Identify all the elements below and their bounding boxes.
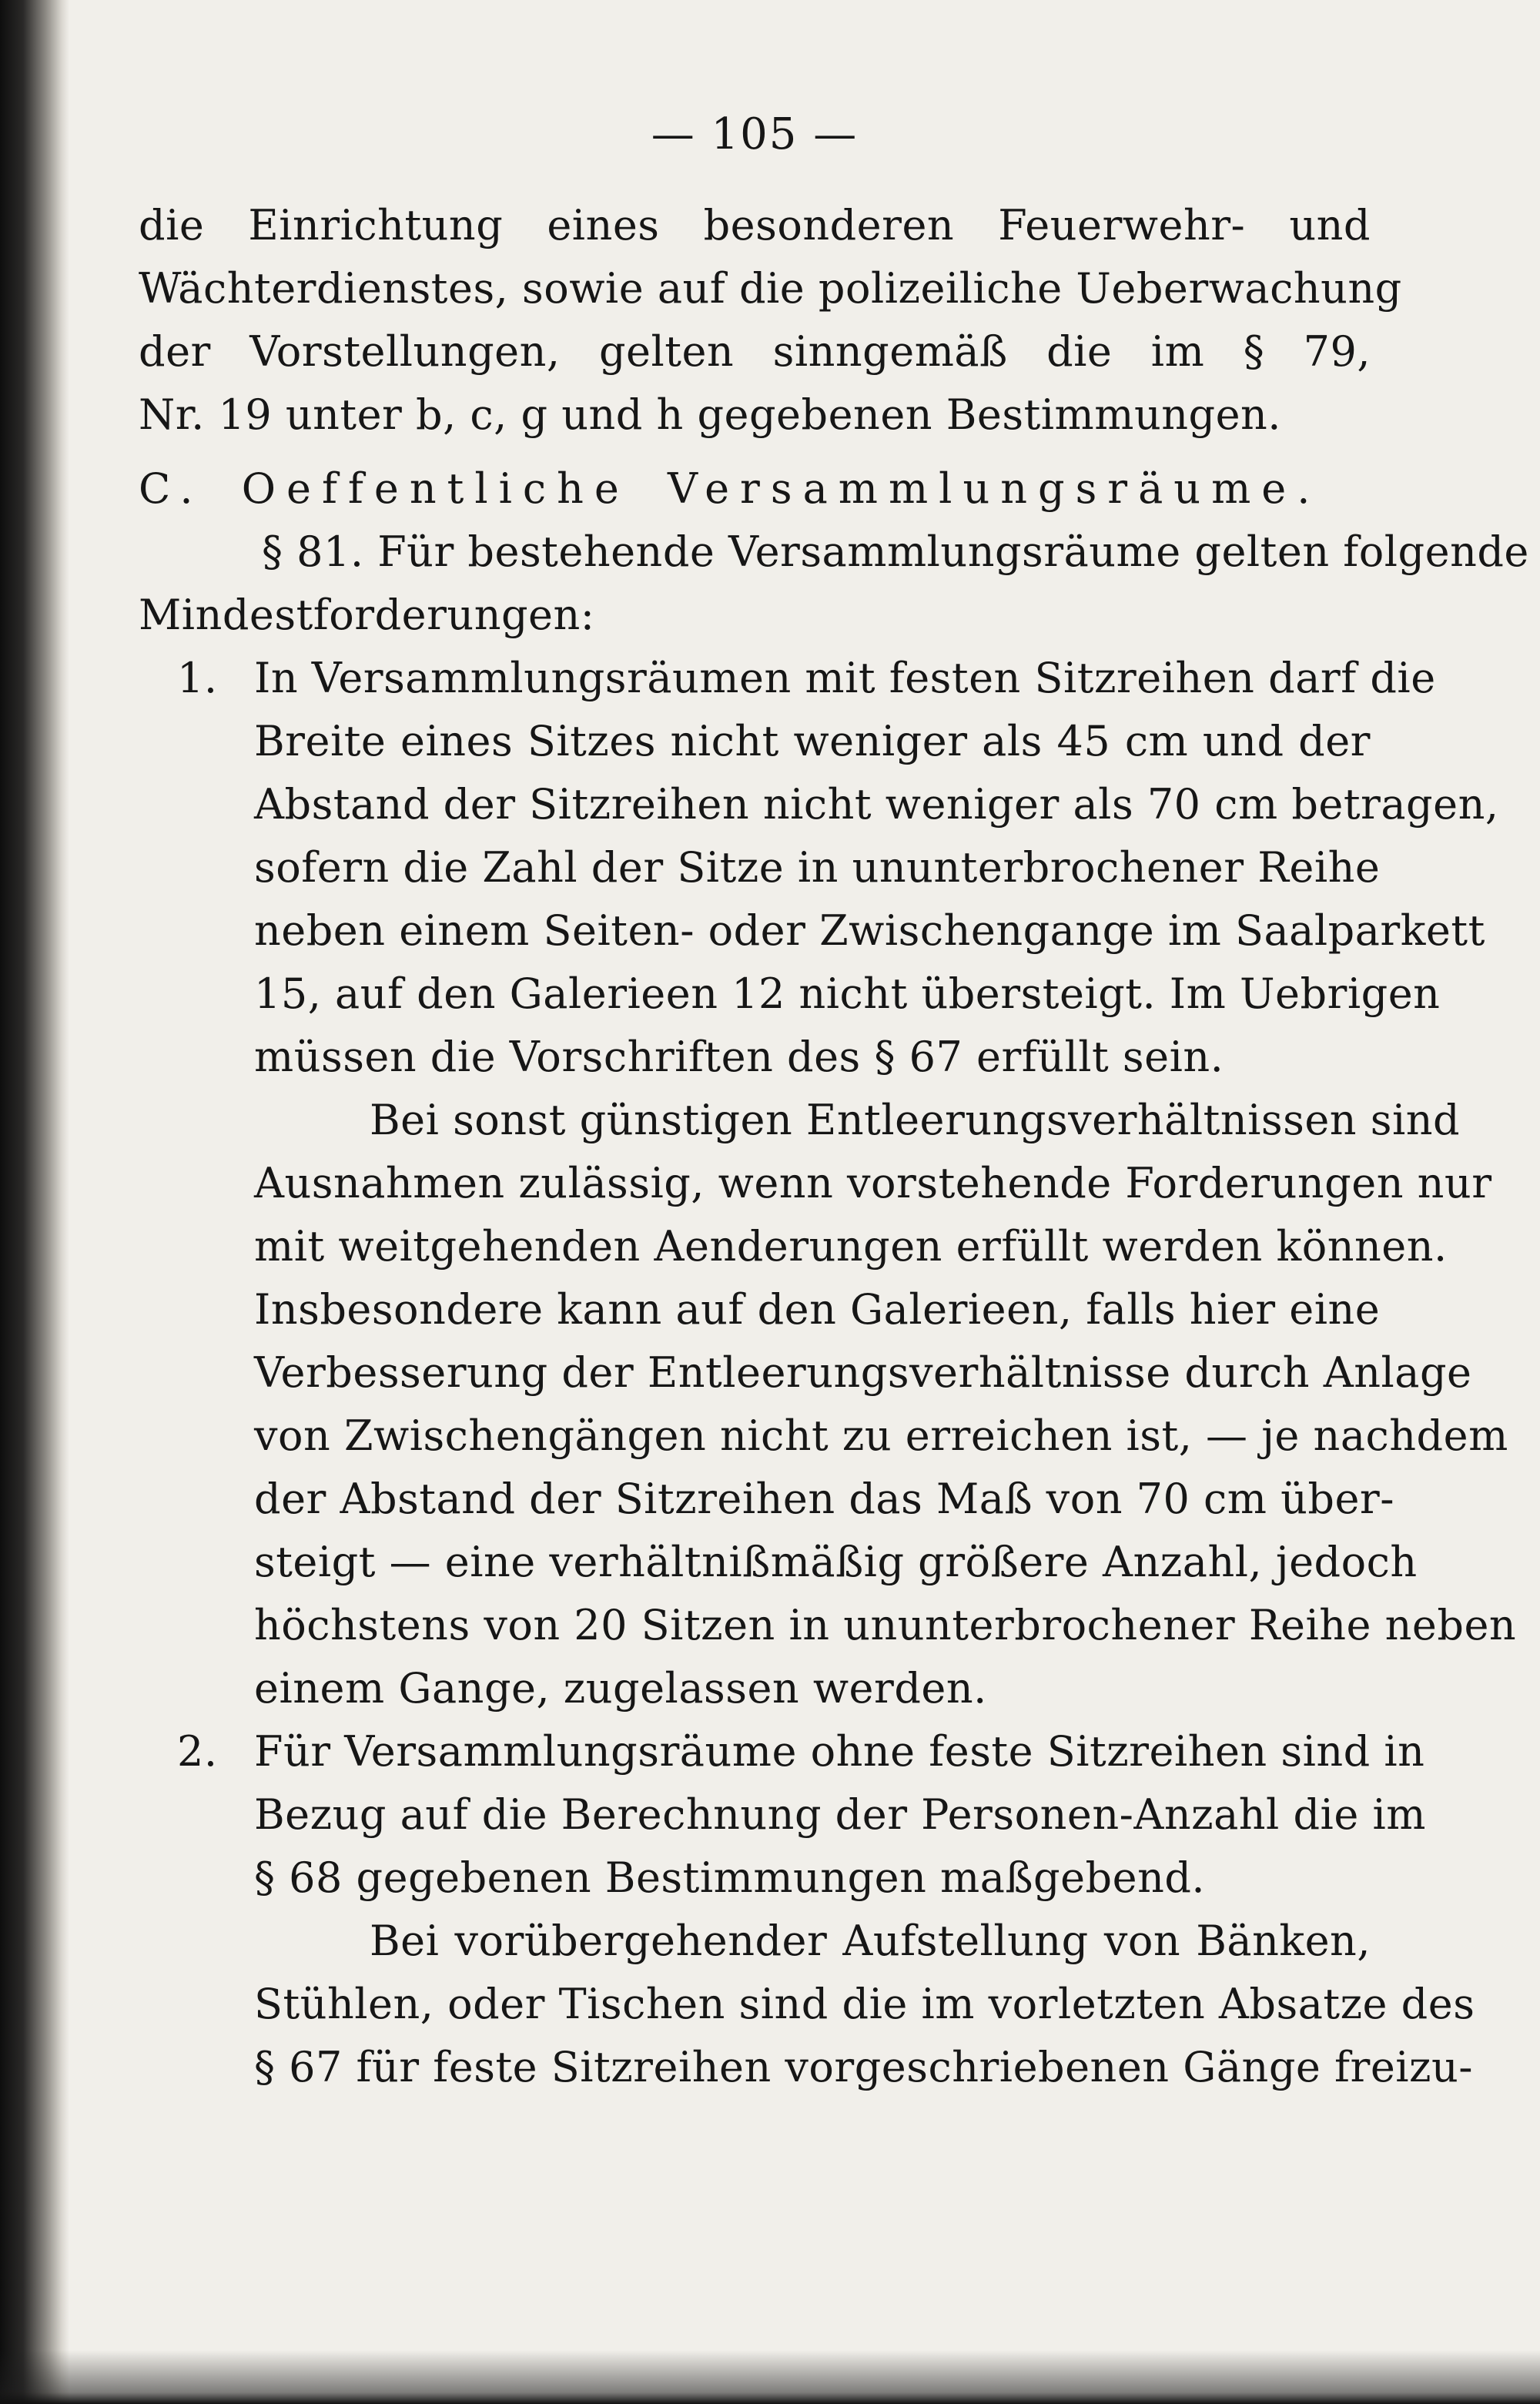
text-line: Nr. 19 unter b, c, g und h gegebenen Bestimmungen. [139, 390, 1281, 439]
list-item-number: 1. [177, 654, 218, 702]
text-line: mit weitgehenden Aenderungen erfüllt werden können. [254, 1222, 1448, 1271]
paragraph-first-line: Bei sonst günstigen Entleerungsverhältnissen sind [370, 1096, 1461, 1144]
text-line: von Zwischengängen nicht zu erreichen ist, — je nachdem [254, 1411, 1508, 1460]
text-line: Insbesondere kann auf den Galerieen, falls hier eine [254, 1285, 1381, 1334]
text-line: Verbesserung der Entleerungsverhältnisse durch Anlage [254, 1348, 1472, 1397]
text-line: § 68 gegebenen Bestimmungen maßgebend. [254, 1853, 1206, 1902]
paragraph-first-line: Bei vorübergehender Aufstellung von Bänken, [370, 1917, 1371, 1965]
text-line: die Einrichtung eines besonderen Feuerwehr- und [139, 201, 1371, 249]
text-line: Stühlen, oder Tischen sind die im vorletzten Absatze des [254, 1980, 1475, 2028]
list-item-2-first-line [139, 1720, 1425, 1783]
page-bottom-shadow [0, 2350, 1540, 2404]
text-line: Abstand der Sitzreihen nicht weniger als 70 cm betragen, [254, 780, 1499, 829]
text-line: Breite eines Sitzes nicht weniger als 45 cm und der [254, 717, 1371, 765]
page-text-block [139, 108, 1529, 2099]
text-line: müssen die Vorschriften des § 67 erfüllt sein. [254, 1033, 1224, 1081]
text-line: einem Gange, zugelassen werden. [254, 1664, 987, 1713]
text-line: sofern die Zahl der Sitze in ununterbrochener Reihe [254, 843, 1381, 892]
text-line: der Vorstellungen, gelten sinngemäß die im § 79, [139, 327, 1371, 376]
text-line: höchstens von 20 Sitzen in ununterbrochener Reihe neben [254, 1601, 1517, 1649]
text-line: Für Versammlungsräume ohne feste Sitzreihen sind in [254, 1727, 1425, 1776]
section-heading: C. Oeffentliche Versammlungsräume. [139, 464, 1321, 513]
text-line: § 67 für feste Sitzreihen vorgeschriebenen Gänge freizu- [254, 2043, 1474, 2091]
text-line: 15, auf den Galerieen 12 nicht übersteigt. Im Uebrigen [254, 969, 1441, 1018]
text-line: Ausnahmen zulässig, wenn vorstehende Forderungen nur [254, 1159, 1492, 1207]
list-item-number: 2. [177, 1727, 218, 1776]
book-gutter-shadow [0, 0, 69, 2404]
text-line: neben einem Seiten- oder Zwischengange im Saalparkett [254, 906, 1485, 955]
list-item-1-first-line [139, 647, 1436, 710]
text-line: der Abstand der Sitzreihen das Maß von 70 cm über- [254, 1475, 1394, 1523]
page-number: — 105 — [651, 109, 859, 159]
text-line: steigt — eine verhältnißmäßig größere Anzahl, jedoch [254, 1538, 1418, 1586]
text-line: Bezug auf die Berechnung der Personen-Anzahl die im [254, 1790, 1426, 1839]
paragraph-81-first-line: § 81. Für bestehende Versammlungsräume gelten folgende [262, 527, 1529, 576]
text-line: Wächterdienstes, sowie auf die polizeiliche Ueberwachung [139, 264, 1402, 313]
text-line: Mindestforderungen: [139, 591, 595, 639]
text-line: In Versammlungsräumen mit festen Sitzreihen darf die [254, 654, 1436, 702]
